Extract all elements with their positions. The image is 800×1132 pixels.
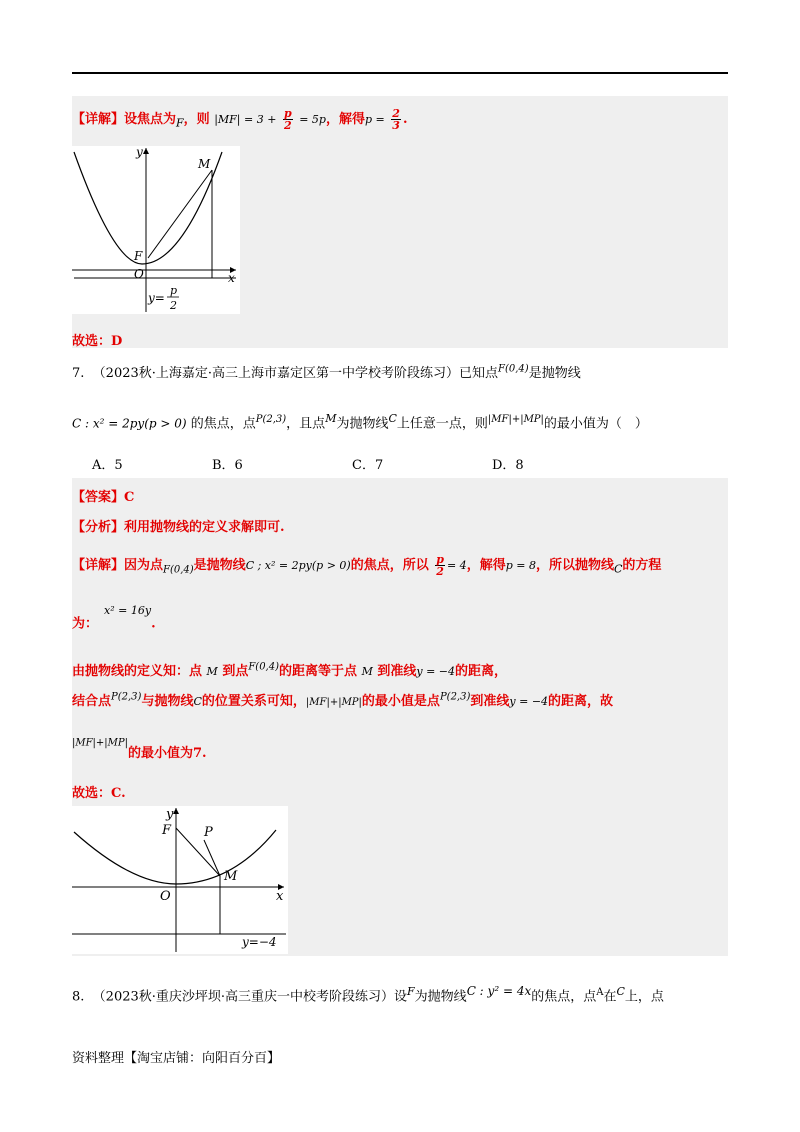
- detail-line-1: 【详解】设焦点为$_F$，则 |MF| = 3 + $\frac{p}{2}$ = 5p，解得p = $\frac{2}{3}$ .: [72, 107, 408, 132]
- definition-line: 由抛物线的定义知：点 M 到点$^{F(0,4)}$的距离等于点 M 到准线y = −4的距离，: [72, 661, 508, 679]
- fig1-x-label: x: [228, 271, 235, 285]
- fig1-origin-label: O: [134, 267, 144, 281]
- answer-line: 【答案】C: [72, 490, 135, 505]
- question-7-line-1: 7. （2023秋·上海嘉定·高三上海市嘉定区第一中学校考阶段练习）已知点$^{F(0,4)}$是抛物线: [72, 363, 581, 381]
- min-value-line: $^{|MF|+|MP|}$的最小值为7.: [72, 737, 207, 761]
- fig1-directrix-prefix: y=: [148, 291, 165, 305]
- question-7-line-2: C : x² = 2py(p > 0) 的焦点，点$^{P(2,3)}$，且点$^M$为抛物线$^C$上任意一点，则$^{|MF|+|MP|}$的最小值为（ ）: [72, 412, 648, 432]
- parabola-figure-1: [72, 146, 240, 314]
- option-c: C．7: [352, 458, 384, 473]
- fig2-point-p-label: P: [204, 825, 213, 840]
- detail-line-2: 【详解】因为点$_{F(0,4)}$是抛物线C ; x² = 2py(p > 0)的焦点，所以 $\frac{p}{2}$ = 4，解得p = 8，所以抛物线$_C$的方程: [72, 553, 662, 578]
- detail-line-3: 为：$^{x^2 = 16y}$.: [72, 604, 156, 632]
- option-a: A．5: [92, 458, 123, 473]
- analysis-line: 【分析】利用抛物线的定义求解即可.: [72, 520, 285, 535]
- header-rule: [72, 72, 728, 74]
- fig1-y-label: y: [136, 146, 143, 159]
- fig1-directrix-num: p: [170, 284, 178, 297]
- fig2-y-label: y: [166, 807, 174, 822]
- fig2-focus-label: F: [162, 823, 172, 838]
- choice-line-2: 故选：C.: [72, 786, 126, 801]
- fig2-point-m-label: M: [224, 869, 238, 884]
- fraction-p-over-2-b: $\frac{p}{2}$: [436, 553, 444, 578]
- fig1-point-m-label: M: [198, 157, 211, 171]
- question-8-line: 8. （2023秋·重庆沙坪坝·高三重庆一中校考阶段练习）设$^F$为抛物线$^{C : y^2 = 4x}$的焦点，点$^A$在$^C$上，点: [72, 984, 664, 1005]
- footer-text: 资料整理【淘宝店铺：向阳百分百】: [72, 1051, 281, 1066]
- fraction-2-over-3: $\frac{2}{3}$: [392, 107, 400, 132]
- fig1-directrix-den: 2: [170, 299, 177, 312]
- option-b: B．6: [212, 458, 243, 473]
- fig2-x-label: x: [276, 889, 284, 904]
- combine-line: 结合点$^{P(2,3)}$与抛物线C的位置关系可知，|MF|+|MP|的最小值是点$^{P(2,3)}$到准线y = −4的距离，故: [72, 691, 614, 709]
- fig1-focus-label: F: [134, 249, 143, 263]
- fraction-p-over-2: $\frac{p}{2}$: [283, 107, 292, 132]
- option-d: D．8: [492, 458, 524, 473]
- parabola-figure-2: [72, 806, 288, 954]
- choice-line-1: 故选：D: [72, 334, 123, 349]
- fig2-origin-label: O: [160, 889, 171, 904]
- fig2-directrix-label: y=−4: [242, 935, 277, 949]
